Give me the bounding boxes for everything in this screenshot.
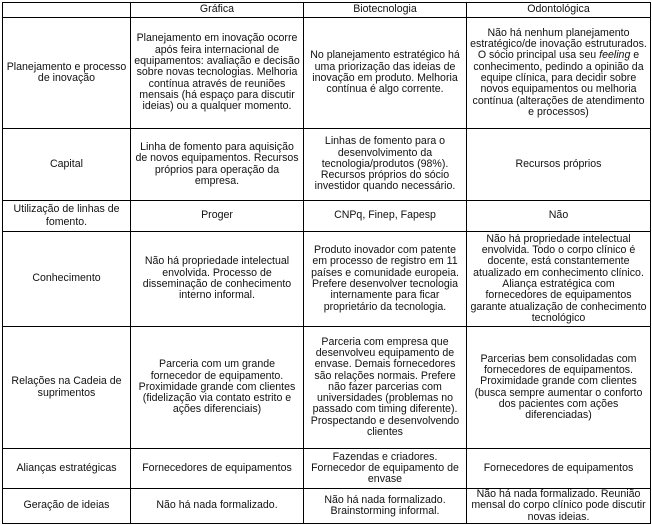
cell-grafica: Parceria com um grande fornecedor de equipamento. Proximidade grande com clientes (fidelização via contato estrito e ações diferenciais) [131,327,304,449]
cell-odontologica: Não [467,201,651,232]
row-label: Capital [3,129,131,201]
cell-odontologica: Não há nada formalizado. Reunião mensal do corpo clínico pode discutir novas ideias. [467,489,651,524]
cell-biotecnologia: Produto inovador com patente em processo de registro em 11 países e comunidade europeia. Prefere desenvolver tecnologia internamente para ficar proprietário da tecnologia. [304,232,467,327]
row-label: Utilização de linhas de fomento. [3,201,131,232]
comparison-table [2,2,651,524]
cell-odontologica [467,18,651,129]
cell-biotecnologia: CNPq, Finep, Fapesp [304,201,467,232]
row-label: Conhecimento [3,232,131,327]
cell-grafica: Não há nada formalizado. [131,489,304,524]
header-biotecnologia: Biotecnologia [304,3,467,18]
cell-text: Não há nenhum planejamento estratégico/de inovação estruturados. O sócio principal usa seu [470,26,647,62]
header-empty [3,3,131,18]
cell-odontologica: Fornecedores de equipamentos [467,449,651,489]
cell-biotecnologia: No planejamento estratégico há uma priorização das ideias de inovação em produto. Melhoria contínua é algo corrente. [304,18,467,129]
row-label: Alianças estratégicas [3,449,131,489]
cell-odontologica: Não há propriedade intelectual envolvida. Todo o corpo clínico é docente, está constantemente atualizado em conhecimento clínico. Aliança estratégica com fornecedores de equipamentos garante atualização de conhecimento tecnológico [467,232,651,327]
row-label: Geração de ideias [3,489,131,524]
header-grafica: Gráfica [131,3,304,18]
table-row [3,449,651,489]
cell-biotecnologia: Linhas de fomento para o desenvolvimento da tecnologia/produtos (98%). Recursos próprios do sócio investidor quando necessário. [304,129,467,201]
cell-odontologica: Parcerias bem consolidadas com fornecedores de equipamentos. Proximidade grande com clientes (busca sempre aumentar o conforto dos pacientes com ações diferenciadas) [467,327,651,449]
table-row [3,18,651,129]
table-row [3,327,651,449]
table-row [3,489,651,524]
row-label: Planejamento e processo de inovação [3,18,131,129]
cell-grafica: Planejamento em inovação ocorre após feira internacional de equipamentos: avaliação e decisão sobre novas tecnologias. Melhoria contínua através de reuniões mensais (há espaço para discutir ideias) ou a qualquer momento. [131,18,304,129]
row-label: Relações na Cadeia de suprimentos [3,327,131,449]
header-odontologica: Odontológica [467,3,651,18]
table-row [3,201,651,232]
cell-grafica: Fornecedores de equipamentos [131,449,304,489]
cell-grafica: Não há propriedade intelectual envolvida. Processo de disseminação de conhecimento interno informal. [131,232,304,327]
cell-grafica: Linha de fomento para aquisição de novos equipamentos. Recursos próprios para operação da empresa. [131,129,304,201]
table-row [3,129,651,201]
cell-biotecnologia: Parceria com empresa que desenvolveu equipamento de envase. Demais fornecedores são relações normais. Prefere não fazer parcerias com universidades (problemas no passado com timing diferente). Prospectando e desenvolvendo clientes [304,327,467,449]
header-row [3,3,651,18]
cell-emphasis: feeling [599,49,631,62]
cell-biotecnologia: Fazendas e criadores. Fornecedor de equipamento de envase [304,449,467,489]
cell-grafica: Proger [131,201,304,232]
cell-odontologica: Recursos próprios [467,129,651,201]
cell-text: e conhecimento, pedindo a opinião da equipe clínica, para decidir sobre novos equipamentos ou melhoria contínua (alterações de atendimento e processos) [472,49,645,118]
table-row [3,232,651,327]
cell-biotecnologia: Não há nada formalizado. Brainstorming informal. [304,489,467,524]
